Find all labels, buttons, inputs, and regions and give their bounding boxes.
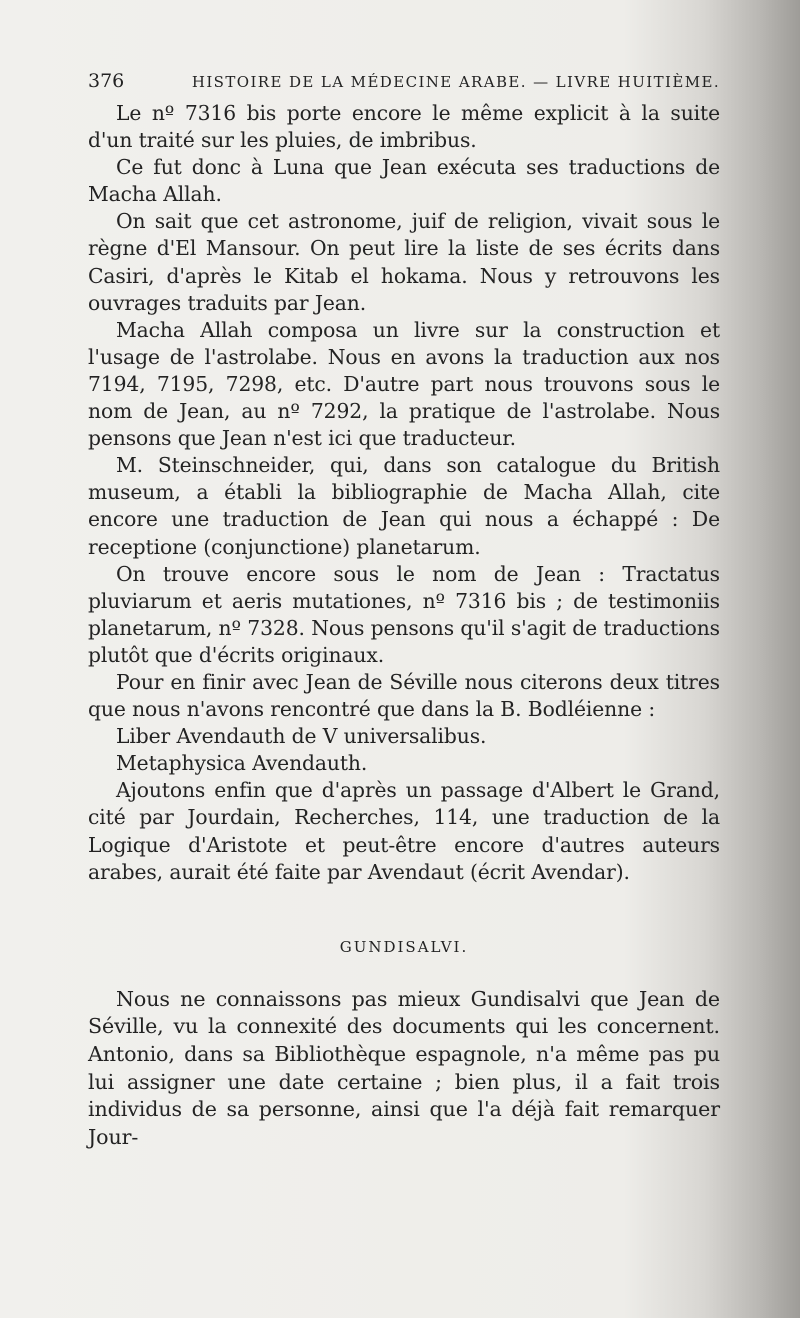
paragraph: M. Steinschneider, qui, dans son catalogue du British museum, a établi la bibliographie de Macha Allah, cite encore une traduction de Jean qui nous a échappé : De receptione (conjunctione) planetarum. xyxy=(88,453,720,559)
running-header xyxy=(88,70,720,92)
page-text xyxy=(88,70,720,1151)
paragraph: Metaphysica Avendauth. xyxy=(116,751,368,776)
paragraph: Ce fut donc à Luna que Jean exécuta ses traductions de Macha Allah. xyxy=(88,155,720,207)
paragraph: Le nº 7316 bis porte encore le même explicit à la suite d'un traité sur les pluies, de imbribus. xyxy=(88,101,720,153)
section-title: GUNDISALVI. xyxy=(339,937,469,956)
paragraph: On sait que cet astronome, juif de religion, vivait sous le règne d'El Mansour. On peut lire la liste de ses écrits dans Casiri, d'après le Kitab el hokama. Nous y retrouvons les ouvrages traduits par Jean. xyxy=(88,209,720,315)
paragraph: Pour en finir avec Jean de Séville nous citerons deux titres que nous n'avons rencontré que dans la B. Bodléienne : xyxy=(88,669,720,722)
section-paragraph: Nous ne connaissons pas mieux Gundisalvi que Jean de Séville, vu la connexité des documents qui les concernent. Antonio, dans sa Bibliothèque espagnole, n'a même pas pu lui assigner une date certaine ; bien plus, il a fait trois individus de sa personne, ainsi que l'a déjà fait remarquer Jour- xyxy=(88,986,720,1149)
page-number: 376 xyxy=(88,70,125,92)
paragraph: On trouve encore sous le nom de Jean : Tractatus pluviarum et aeris mutationes, nº 7316 bis ; de testimoniis planetarum, nº 7328. Nous pensons qu'il s'agit de traductions plutôt que d'écrits originaux. xyxy=(88,561,720,667)
paragraph: Macha Allah composa un livre sur la construction et l'usage de l'astrolabe. Nous en avons la traduction aux nos 7194, 7195, 7298, etc. D'autre part nous trouvons sous le nom de Jean, au nº 7292, la pratique de l'astrolabe. Nous pensons que Jean n'est ici que traducteur. xyxy=(88,317,720,451)
paragraph: Liber Avendauth de V universalibus. xyxy=(116,724,487,749)
running-title: HISTOIRE DE LA MÉDECINE ARABE. — LIVRE HUITIÈME. xyxy=(191,73,720,91)
paragraph: Ajoutons enfin que d'après un passage d'Albert le Grand, cité par Jourdain, Recherches, 114, une traduction de la Logique d'Aristote et peut-être encore d'autres auteurs arabes, aurait été faite par Avendaut (écrit Avendar). xyxy=(88,778,720,884)
